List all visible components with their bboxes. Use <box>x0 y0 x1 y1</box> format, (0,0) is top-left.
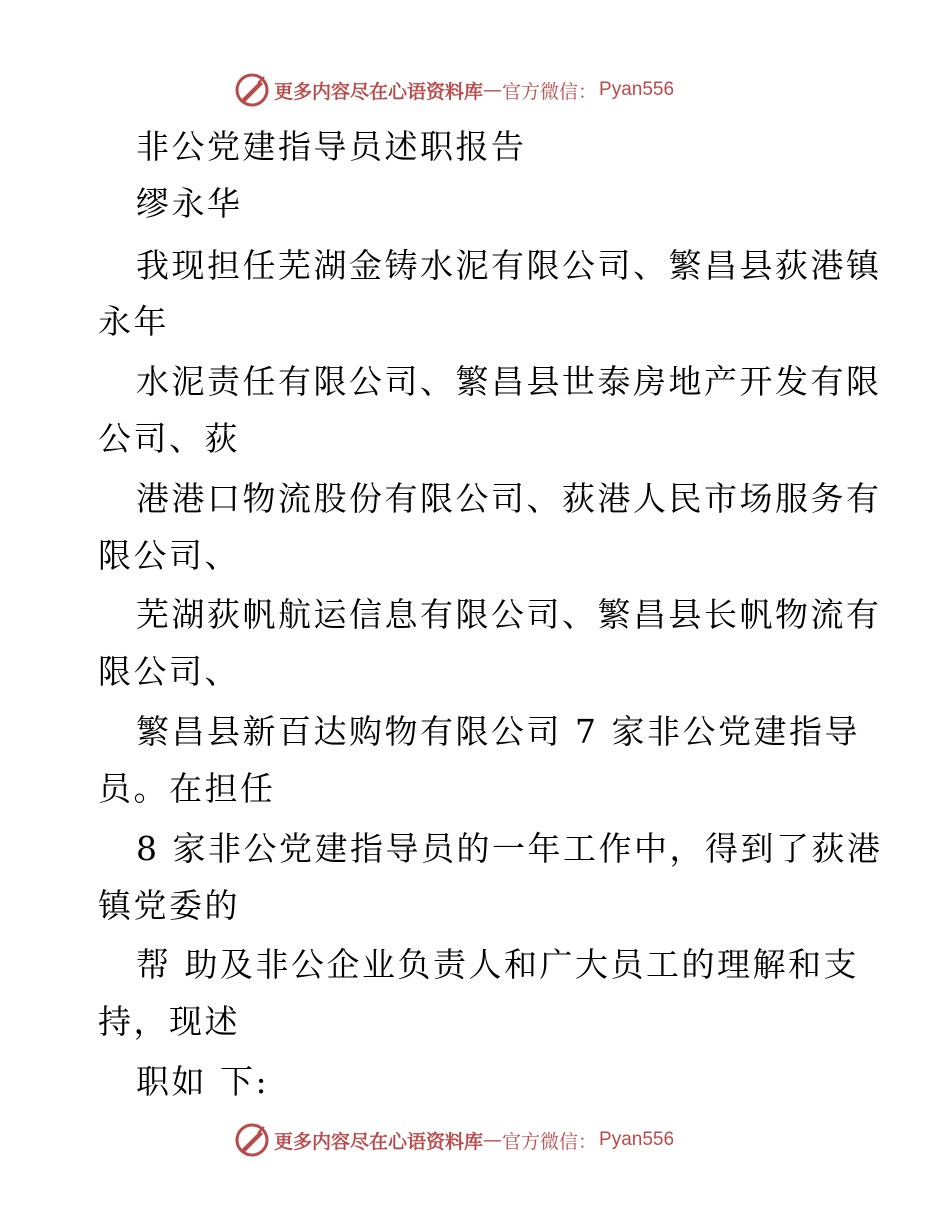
banner-wechat-handle: Pyan556 <box>599 1129 675 1150</box>
document-title: 非公党建指导员述职报告 <box>136 127 527 166</box>
body-line: 繁昌县新百达购物有限公司 7 家非公党建指导 <box>136 712 860 751</box>
body-line: 水泥责任有限公司、繁昌县世泰房地产开发有限 <box>136 362 882 401</box>
footer-watermark-banner <box>234 1120 734 1160</box>
document-author: 缪永华 <box>136 184 243 223</box>
banner-wechat-label: 官方微信： <box>502 80 598 103</box>
body-line: 永年 <box>98 302 169 341</box>
body-line: 我现担任芜湖金铸水泥有限公司、繁昌县荻港镇 <box>136 246 882 285</box>
banner-dash: — <box>483 79 503 101</box>
banner-wechat-handle: Pyan556 <box>599 79 675 100</box>
body-line: 芜湖荻帆航运信息有限公司、繁昌县长帆物流有 <box>136 595 882 634</box>
body-line: 职如 下: <box>136 1062 270 1101</box>
banner-lead-text: 更多内容尽在心语资料库 <box>274 1130 484 1153</box>
banner-dash: — <box>483 1129 503 1151</box>
body-line: 限公司、 <box>98 652 240 691</box>
header-watermark-banner <box>234 70 734 110</box>
body-line: 8 家非公党建指导员的一年工作中，得到了荻港 <box>136 829 883 868</box>
body-line: 镇党委的 <box>98 886 240 925</box>
body-line: 帮 助及非公企业负责人和广大员工的理解和支 <box>136 945 859 984</box>
body-line: 港港口物流股份有限公司、荻港人民市场服务有 <box>136 479 882 518</box>
quill-in-circle-icon <box>234 1122 270 1158</box>
banner-wechat-label: 官方微信： <box>502 1130 598 1153</box>
body-line: 公司、荻 <box>98 419 240 458</box>
quill-in-circle-icon <box>234 72 270 108</box>
body-line: 限公司、 <box>98 536 240 575</box>
body-line: 员。在担任 <box>98 769 276 808</box>
banner-lead-text: 更多内容尽在心语资料库 <box>274 80 484 103</box>
body-line: 持，现述 <box>98 1002 240 1041</box>
